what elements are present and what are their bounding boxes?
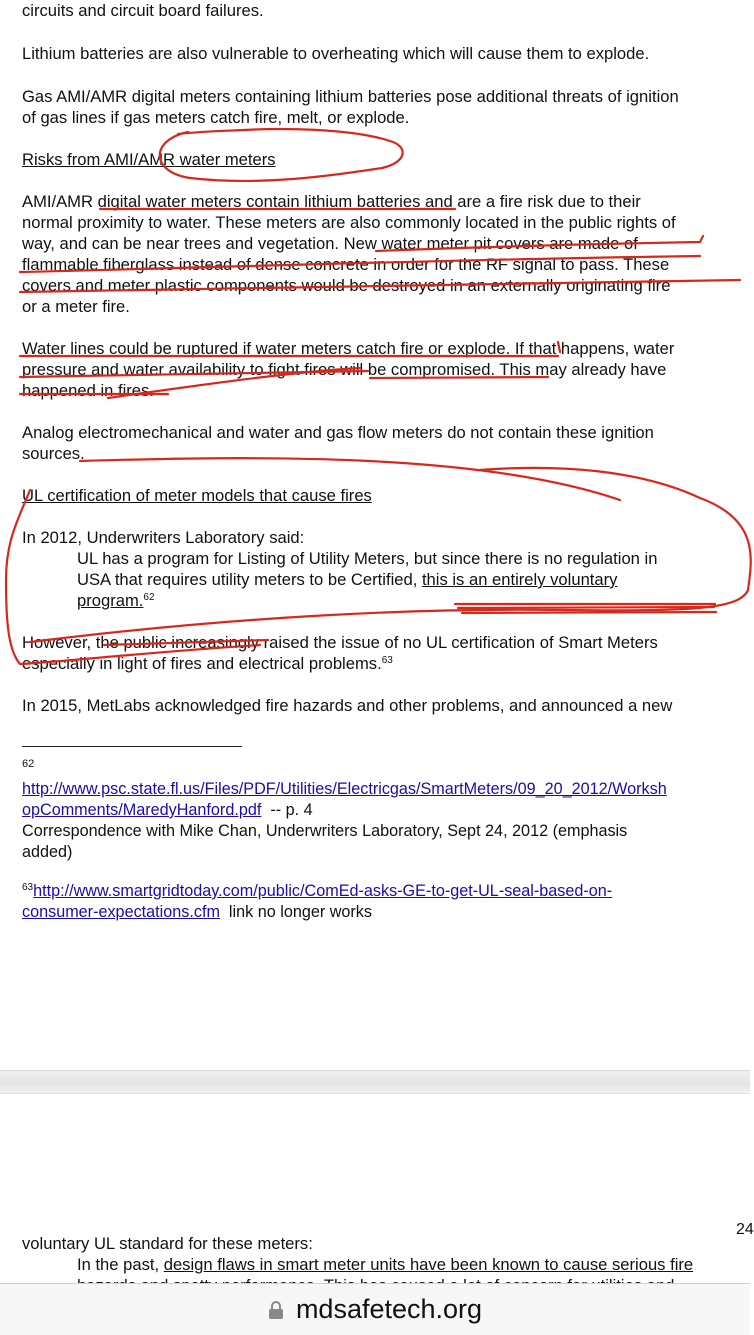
footnote-link[interactable]: http://www.psc.state.fl.us/Files/PDF/Utilities/Electricgas/SmartMeters/09_20_2012/Worksh <box>22 780 667 798</box>
quote-emphasis: this is an entirely voluntary <box>421 570 618 589</box>
text-line: covers and meter plastic components would be destroyed in an externally originating fire <box>22 276 671 295</box>
footnote-link[interactable]: http://www.smartgridtoday.com/public/ComEd-asks-GE-to-get-UL-seal-based-on- <box>33 882 613 900</box>
quote-line <box>77 590 155 611</box>
text-line <box>22 653 393 674</box>
text-line: In 2015, MetLabs acknowledged fire hazards and other problems, and announced a new <box>22 696 673 715</box>
underlined-text: design flaws in smart meter units have been known to cause serious fire <box>163 1255 694 1274</box>
text-line: flammable fiberglass instead of dense concrete in order for the RF signal to pass. These <box>22 255 670 274</box>
text-line: way, and can be near trees and vegetation. New water meter pit covers are made of <box>22 234 638 253</box>
text-line: sources. <box>22 444 85 463</box>
text-line: In 2012, Underwriters Laboratory said: <box>22 528 305 547</box>
page-break <box>0 1070 750 1094</box>
footnote-line: Correspondence with Mike Chan, Underwriters Laboratory, Sept 24, 2012 (emphasis <box>22 822 628 840</box>
footnote-text: link no longer works <box>219 903 372 921</box>
text-line: pressure and water availability to fight fires will be compromised. This may already have <box>22 360 667 379</box>
text-line: AMI/AMR digital water meters contain lithium batteries and are a fire risk due to their <box>22 192 641 211</box>
text-line: Analog electromechanical and water and gas flow meters do not contain these ignition <box>22 423 654 442</box>
page-number: 24 <box>736 1221 754 1238</box>
text-line: or a meter fire. <box>22 297 130 316</box>
footnote-text: -- p. 4 <box>261 801 313 819</box>
footnote-line <box>22 779 667 800</box>
text-line: Gas AMI/AMR digital meters containing lithium batteries pose additional threats of ignition <box>22 87 679 106</box>
text-line <box>77 1254 693 1275</box>
quote-text: USA that requires utility meters to be Certified, <box>77 570 422 589</box>
quote-emphasis: program. <box>77 591 144 610</box>
text-span: In the past, <box>77 1255 164 1274</box>
text-line: normal proximity to water. These meters are also commonly located in the public rights of <box>22 213 676 232</box>
quote-line <box>77 569 617 590</box>
footnote-line <box>22 800 313 821</box>
footnote-number: 63 <box>22 882 34 893</box>
section-heading: Risks from AMI/AMR water meters <box>22 150 276 169</box>
footnote-line <box>22 902 372 923</box>
text-line: Lithium batteries are also vulnerable to overheating which will cause them to explode. <box>22 44 650 63</box>
domain-text: mdsafetech.org <box>295 1294 483 1324</box>
footnote-link[interactable]: consumer-expectations.cfm <box>22 903 220 921</box>
footnote-link[interactable]: opComments/MaredyHanford.pdf <box>22 801 262 819</box>
section-heading: UL certification of meter models that cause fires <box>22 486 372 505</box>
footnote-number: 62 <box>22 758 35 770</box>
text-line: happened in fires. <box>22 381 154 400</box>
text-line: voluntary UL standard for these meters: <box>22 1234 313 1253</box>
footnote-line: added) <box>22 843 73 861</box>
browser-address-bar[interactable] <box>0 1283 750 1335</box>
footnote-separator <box>22 746 242 747</box>
footnote-line <box>22 881 612 902</box>
text-line: circuits and circuit board failures. <box>22 1 264 20</box>
footnote-ref[interactable]: 63 <box>381 655 393 666</box>
footnote-ref[interactable]: 62 <box>143 592 155 603</box>
text-line: However, the public increasingly raised the issue of no UL certification of Smart Meters <box>22 633 658 652</box>
text-line: Water lines could be ruptured if water meters catch fire or explode. If that happens, water <box>22 339 675 358</box>
text-line: of gas lines if gas meters catch fire, melt, or explode. <box>22 108 410 127</box>
text-span: especially in light of fires and electrical problems. <box>22 654 382 673</box>
quote-line: UL has a program for Listing of Utility Meters, but since there is no regulation in <box>77 549 658 568</box>
lock-icon <box>268 1300 284 1320</box>
